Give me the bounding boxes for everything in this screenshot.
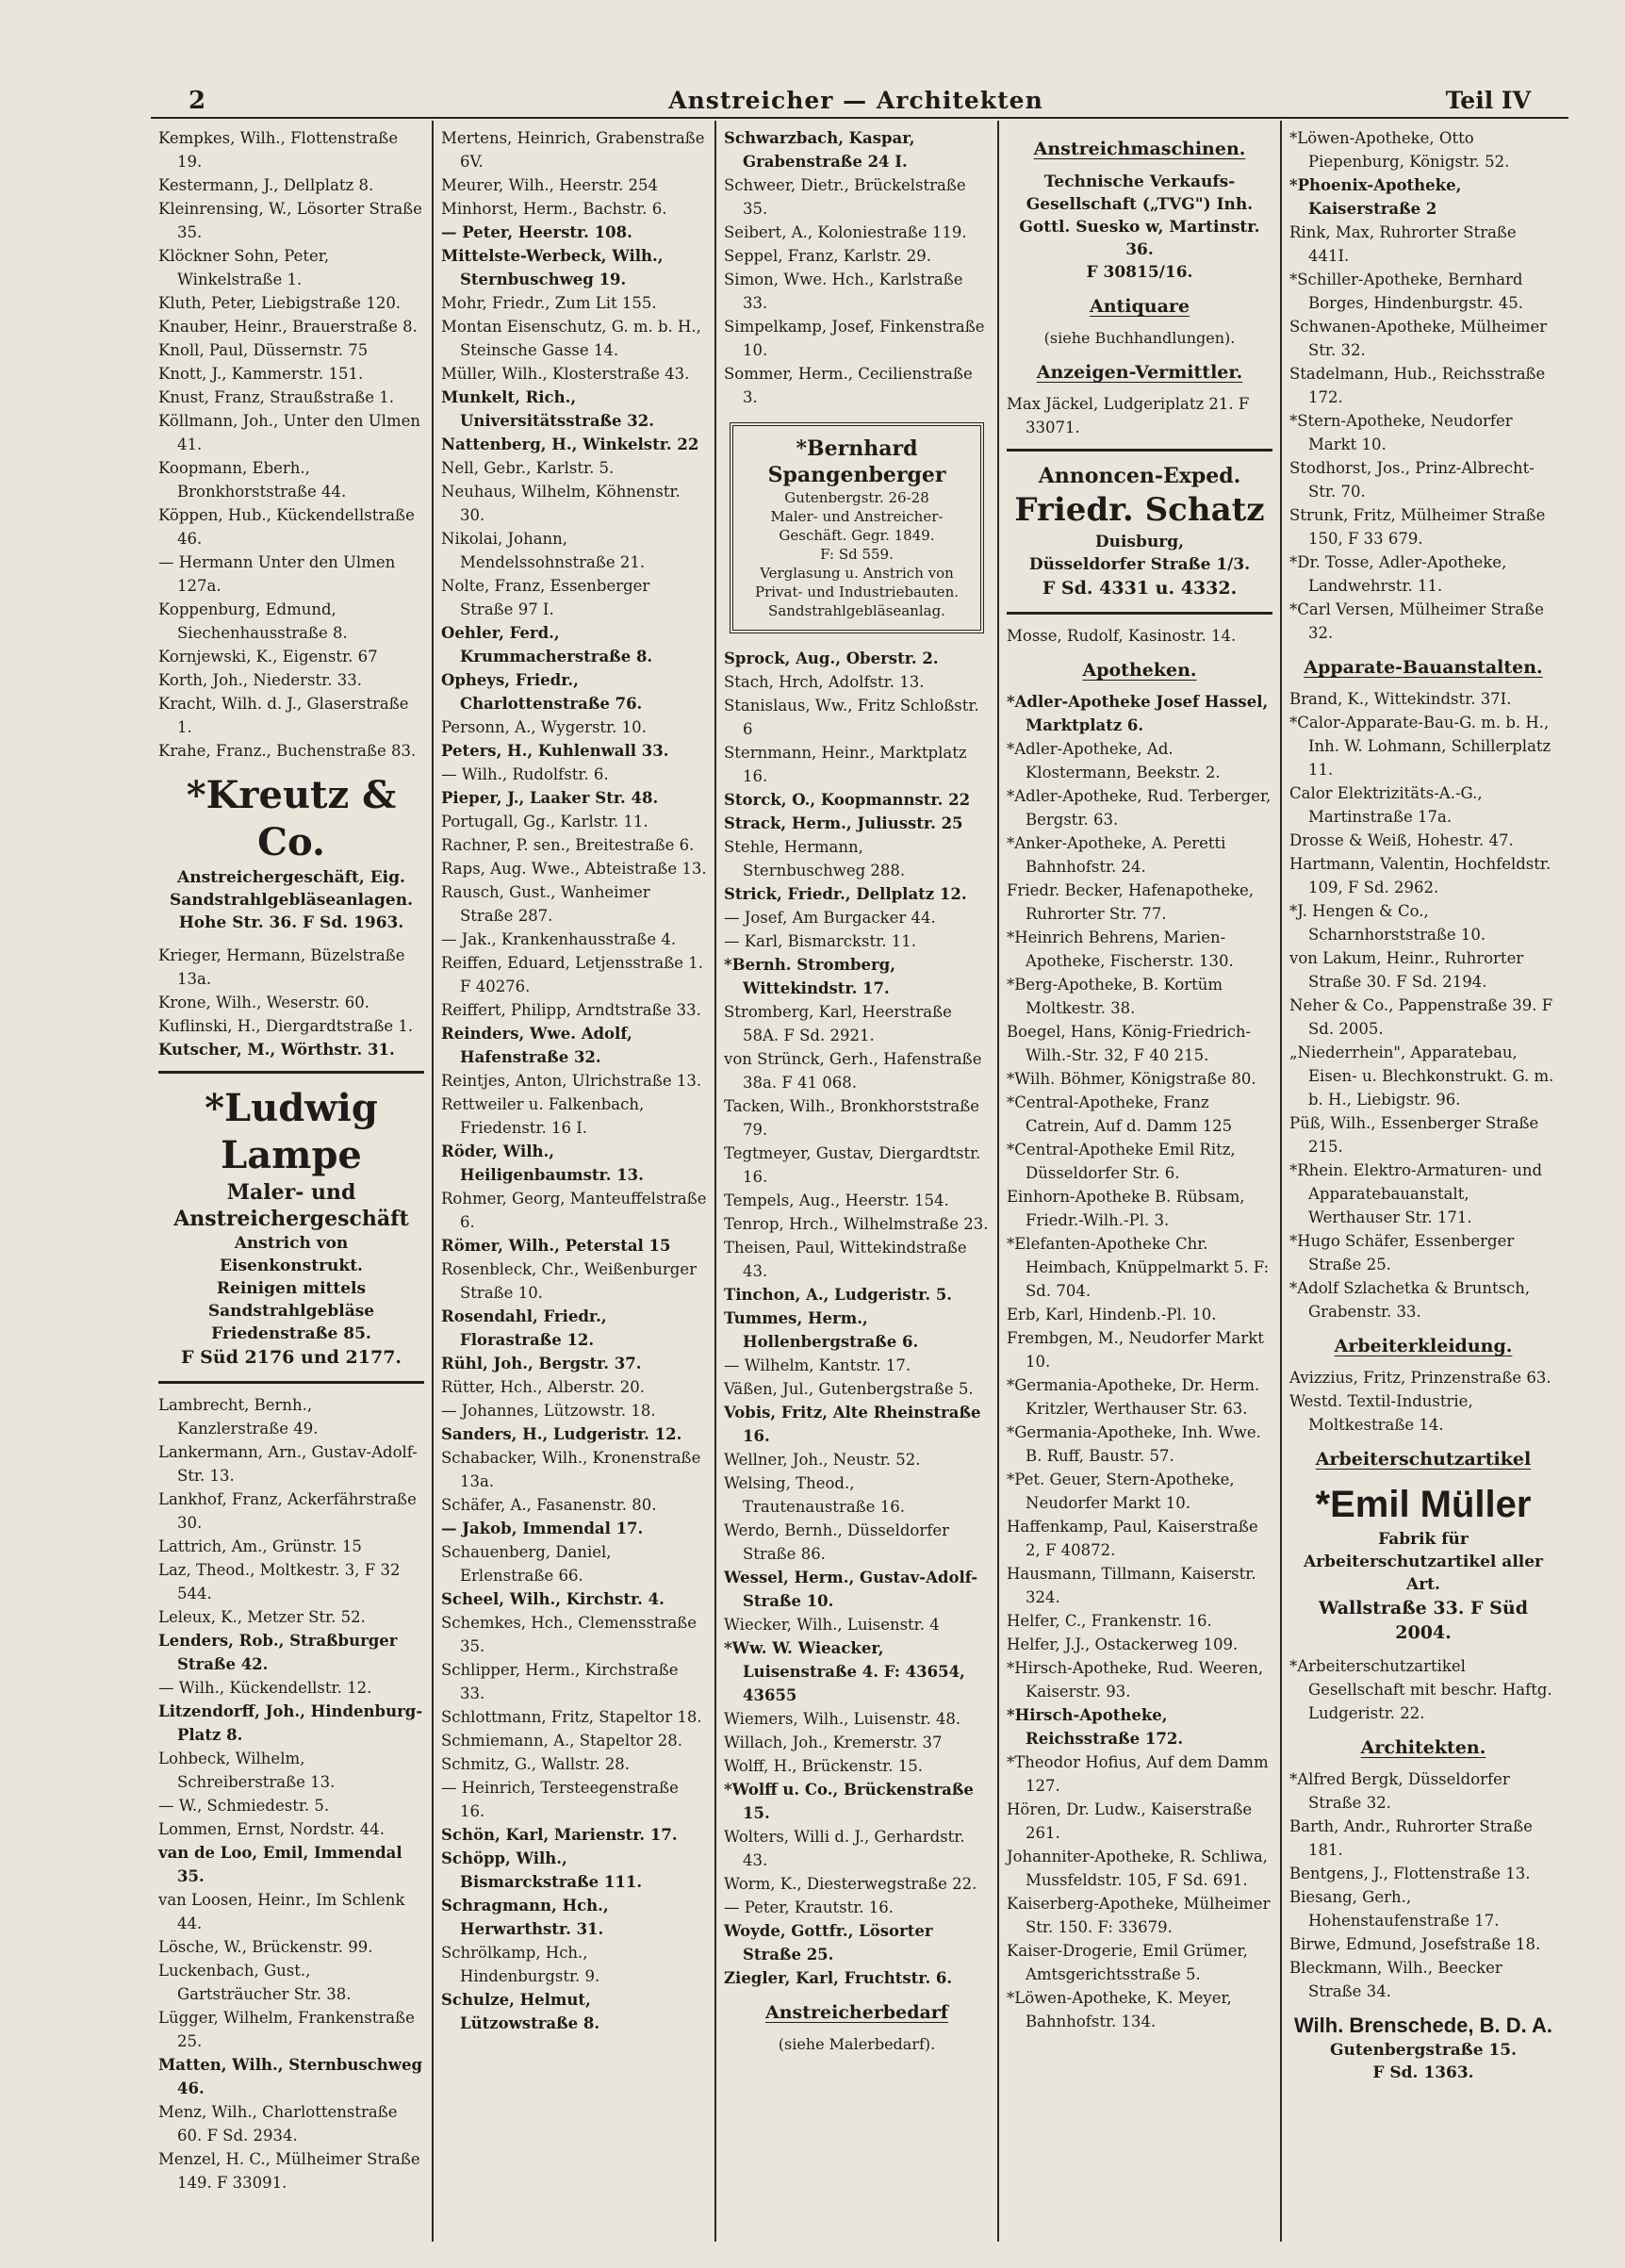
- list-item: Menzel, H. C., Mülheimer Straße 149. F 33091.: [158, 2150, 420, 2192]
- list-item: Boegel, Hans, König-Friedrich-Wilh.-Str. 32, F 40 215.: [1007, 1023, 1252, 1064]
- list-item: *Germania-Apotheke, Dr. Herm. Kritzler, Werthauser Str. 63.: [1007, 1376, 1260, 1418]
- list-item: Vobis, Fritz, Alte Rheinstraße 16.: [724, 1404, 981, 1445]
- list-item: *Carl Versen, Mülheimer Straße 32.: [1289, 600, 1544, 642]
- list-item: Stanislaus, Ww., Fritz Schloßstr. 6: [724, 697, 979, 738]
- ad-phone: F Süd 2176 und 2177.: [180, 1347, 402, 1368]
- ad-phone: Wallstraße 33. F Süd 2004.: [1319, 1598, 1528, 1643]
- ad-line: Anstreichergeschäft: [173, 1207, 409, 1231]
- list-item: — W., Schmiedestr. 5.: [158, 1797, 330, 1815]
- list-item: Sprock, Aug., Oberstr. 2.: [724, 649, 939, 667]
- ad-kreutz: [158, 772, 424, 934]
- list-item: Portugall, Gg., Karlstr. 11.: [441, 813, 648, 830]
- list-item: Kaiserberg-Apotheke, Mülheimer Str. 150. F: 33679.: [1007, 1895, 1271, 1936]
- ad-line: Gutenbergstr. 26-28: [784, 489, 929, 506]
- section-heading: Anstreichmaschinen.: [1033, 139, 1246, 159]
- list-item: — Karl, Bismarckstr. 11.: [724, 932, 916, 950]
- list-item: Tempels, Aug., Heerstr. 154.: [724, 1192, 949, 1209]
- list-item: Storck, O., Koopmannstr. 22: [724, 791, 971, 809]
- list-item: Tacken, Wilh., Bronkhorststraße 79.: [724, 1097, 979, 1139]
- list-item: Max Jäckel, Ludgeriplatz 21. F 33071.: [1007, 395, 1250, 436]
- entry-list: [1289, 126, 1557, 645]
- list-item: Lankhof, Franz, Ackerfährstraße 30.: [158, 1490, 417, 1532]
- list-item: Wiemers, Wilh., Luisenstr. 48.: [724, 1710, 961, 1728]
- ad-name: *Ludwig Lampe: [205, 1086, 378, 1177]
- list-item: Strick, Friedr., Dellplatz 12.: [724, 885, 967, 903]
- list-item: Neuhaus, Wilhelm, Köhnenstr. 30.: [441, 483, 681, 524]
- list-item: *Dr. Tosse, Adler-Apotheke, Landwehrstr. 11.: [1289, 553, 1507, 595]
- section-heading: Apotheken.: [1082, 660, 1197, 681]
- ad-line: Maler- und: [226, 1180, 356, 1205]
- list-item: Krieger, Hermann, Büzelstraße 13a.: [158, 946, 405, 988]
- list-item: Rosenbleck, Chr., Weißenburger Straße 10.: [441, 1260, 697, 1302]
- list-item: *Adler-Apotheke Josef Hassel, Marktplatz 6.: [1007, 693, 1269, 734]
- list-item: — Hermann Unter den Ulmen 127a.: [158, 553, 396, 595]
- section-heading: Arbeiterkleidung.: [1334, 1336, 1513, 1356]
- list-item: — Jak., Krankenhausstraße 4.: [441, 930, 677, 948]
- list-item: Hausmann, Tillmann, Kaiserstr. 324.: [1007, 1565, 1256, 1606]
- list-item: *Arbeiterschutzartikel Gesellschaft mit beschr. Haftg. Ludgeristr. 22.: [1289, 1657, 1552, 1722]
- entry-list: [1289, 1366, 1557, 1437]
- list-item: Willach, Joh., Kremerstr. 37: [724, 1734, 943, 1751]
- list-item: Reiffen, Eduard, Letjensstraße 1. F 40276.: [441, 954, 704, 995]
- list-item: *Alfred Bergk, Düsseldorfer Straße 32.: [1289, 1770, 1510, 1812]
- list-item: Hören, Dr. Ludw., Kaiserstraße 261.: [1007, 1800, 1253, 1842]
- list-item: Seibert, A., Koloniestraße 119.: [724, 223, 967, 241]
- list-item: *Calor-Apparate-Bau-G. m. b. H., Inh. W. Lohmann, Schillerplatz 11.: [1289, 714, 1551, 779]
- list-item: Schlottmann, Fritz, Stapeltor 18.: [441, 1708, 702, 1726]
- entry-list: [724, 647, 990, 1990]
- list-item: — Jakob, Immendal 17.: [441, 1520, 644, 1537]
- list-item: Kornjewski, K., Eigenstr. 67: [158, 648, 378, 666]
- ad-spangenberger: [730, 422, 984, 633]
- list-item: Knott, J., Kammerstr. 151.: [158, 365, 364, 383]
- list-item: Friedr. Becker, Hafenapotheke, Ruhrorter Str. 77.: [1007, 881, 1255, 923]
- list-item: Wolters, Willi d. J., Gerhardstr. 43.: [724, 1828, 965, 1869]
- section-note: (siehe Buchhandlungen).: [1043, 329, 1236, 347]
- list-item: Rachner, P. sen., Breitestraße 6.: [441, 836, 695, 854]
- ad-phone: F Sd. 4331 u. 4332.: [1042, 578, 1238, 599]
- list-item: Brand, K., Wittekindstr. 37I.: [1289, 690, 1512, 708]
- entry-list: [158, 126, 424, 763]
- list-item: — Wilh., Kückendellstr. 12.: [158, 1679, 372, 1697]
- list-item: Schulze, Helmut, Lützowstraße 8.: [441, 1991, 600, 2032]
- list-item: Minhorst, Herm., Bachstr. 6.: [441, 200, 667, 218]
- ad-line: Annoncen-Exped.: [1038, 464, 1241, 488]
- list-item: Krahe, Franz., Buchenstraße 83.: [158, 742, 417, 760]
- ad-name: *Bernhard: [796, 436, 918, 461]
- list-item: Bleckmann, Wilh., Beecker Straße 34.: [1289, 1959, 1502, 2000]
- entry-list: [158, 1393, 424, 2194]
- ad-phone: F Sd. 1363.: [1372, 2063, 1474, 2082]
- list-item: „Niederrhein", Apparatebau, Eisen- u. Blechkonstrukt. G. m. b. H., Liebigstr. 96.: [1289, 1044, 1554, 1109]
- section-heading: Architekten.: [1360, 1737, 1486, 1758]
- ad-name: Friedr. Schatz: [1014, 491, 1265, 529]
- list-item: Tegtmeyer, Gustav, Diergardtstr. 16.: [724, 1144, 981, 1186]
- list-item: Stehle, Hermann, Sternbuschweg 288.: [724, 838, 906, 879]
- entry-list: [1289, 687, 1557, 1323]
- list-item: Lenders, Rob., Straßburger Straße 42.: [158, 1632, 398, 1673]
- list-item: Nikolai, Johann, Mendelssohnstraße 21.: [441, 530, 646, 571]
- ad-line: Düsseldorfer Straße 1/3.: [1028, 555, 1251, 574]
- list-item: Knust, Franz, Straußstraße 1.: [158, 388, 395, 406]
- list-item: Munkelt, Rich., Universitätsstraße 32.: [441, 388, 654, 430]
- list-item: Westd. Textil-Industrie, Moltkestraße 14.: [1289, 1392, 1473, 1434]
- list-item: Kracht, Wilh. d. J., Glaserstraße 1.: [158, 695, 409, 736]
- list-item: *Theodor Hofius, Auf dem Damm 127.: [1007, 1753, 1269, 1795]
- list-item: Ziegler, Karl, Fruchtstr. 6.: [724, 1969, 953, 1987]
- list-item: Litzendorff, Joh., Hindenburg-Platz 8.: [158, 1702, 423, 1744]
- list-item: — Wilhelm, Kantstr. 17.: [724, 1356, 911, 1374]
- list-item: Knoll, Paul, Düssernstr. 75: [158, 341, 369, 359]
- list-item: Helfer, J.J., Ostackerweg 109.: [1007, 1635, 1239, 1653]
- list-item: Schweer, Dietr., Brückelstraße 35.: [724, 176, 966, 218]
- section-heading: Anzeigen-Vermittler.: [1036, 362, 1243, 383]
- list-item: Tenrop, Hrch., Wilhelmstraße 23.: [724, 1215, 989, 1233]
- ad-line: Duisburg,: [1094, 533, 1185, 551]
- list-item: *Wilh. Böhmer, Königstraße 80.: [1007, 1070, 1256, 1088]
- list-item: Schwanen-Apotheke, Mülheimer Str. 32.: [1289, 318, 1548, 359]
- list-item: Köppen, Hub., Kückendellstraße 46.: [158, 506, 415, 548]
- list-item: Hartmann, Valentin, Hochfeldstr. 109, F Sd. 2962.: [1289, 855, 1551, 896]
- list-item: *Löwen-Apotheke, K. Meyer, Bahnhofstr. 134.: [1007, 1989, 1232, 2030]
- list-item: Schauenberg, Daniel, Erlenstraße 66.: [441, 1543, 612, 1585]
- list-item: Rosendahl, Friedr., Florastraße 12.: [441, 1307, 607, 1349]
- list-item: *Stern-Apotheke, Neudorfer Markt 10.: [1289, 412, 1513, 453]
- list-item: *Adler-Apotheke, Ad. Klostermann, Beekstr. 2.: [1007, 740, 1221, 781]
- list-item: Reinders, Wwe. Adolf, Hafenstraße 32.: [441, 1025, 632, 1066]
- list-item: *Adolf Szlachetka & Bruntsch, Grabenstr. 33.: [1289, 1279, 1531, 1321]
- list-item: Wiecker, Wilh., Luisenstr. 4: [724, 1616, 940, 1634]
- list-item: *Ww. W. Wieacker, Luisenstraße 4. F: 43654, 43655: [724, 1639, 965, 1704]
- ad-name: *Kreutz & Co.: [186, 773, 397, 864]
- ad-line: Gutenbergstraße 15.: [1329, 2041, 1518, 2060]
- list-item: Lattrich, Am., Grünstr. 15: [158, 1537, 362, 1555]
- page-number: 2: [189, 87, 206, 115]
- list-item: Birwe, Edmund, Josefstraße 18.: [1289, 1935, 1541, 1953]
- list-item: *Elefanten-Apotheke Chr. Heimbach, Knüppelmarkt 5. F: Sd. 704.: [1007, 1235, 1270, 1300]
- entry-list: [158, 944, 424, 1061]
- list-item: *Pet. Geuer, Stern-Apotheke, Neudorfer Markt 10.: [1007, 1471, 1235, 1512]
- list-item: *Hirsch-Apotheke, Reichsstraße 172.: [1007, 1706, 1184, 1748]
- list-item: Rühl, Joh., Bergstr. 37.: [441, 1355, 642, 1372]
- list-item: Lommen, Ernst, Nordstr. 44.: [158, 1820, 385, 1838]
- list-item: Meurer, Wilh., Heerstr. 254: [441, 176, 659, 194]
- list-item: Wolff, H., Brückenstr. 15.: [724, 1757, 923, 1775]
- list-item: Avizzius, Fritz, Prinzenstraße 63.: [1289, 1369, 1551, 1387]
- list-item: Pieper, J., Laaker Str. 48.: [441, 789, 659, 807]
- list-item: Korth, Joh., Niederstr. 33.: [158, 671, 362, 689]
- list-item: Luckenbach, Gust., Gartsträucher Str. 38.: [158, 1962, 352, 2003]
- list-item: Müller, Wilh., Klosterstraße 43.: [441, 365, 690, 383]
- section-label: Teil IV: [1445, 87, 1531, 114]
- list-item: *Heinrich Behrens, Marien-Apotheke, Fischerstr. 130.: [1007, 929, 1234, 970]
- list-item: *Löwen-Apotheke, Otto Piepenburg, Königstr. 52.: [1289, 129, 1510, 171]
- list-item: *Schiller-Apotheke, Bernhard Borges, Hindenburgstr. 45.: [1289, 271, 1524, 312]
- list-item: *Central-Apotheke Emil Ritz, Düsseldorfer Str. 6.: [1007, 1141, 1236, 1182]
- section-heading: Antiquare: [1089, 296, 1190, 317]
- list-item: von Strünck, Gerh., Hafenstraße 38a. F 41 068.: [724, 1050, 982, 1092]
- section-heading: Apparate-Bauanstalten.: [1304, 657, 1543, 678]
- list-item: Neher & Co., Pappenstraße 39. F Sd. 2005.: [1289, 996, 1553, 1038]
- list-item: Schöpp, Wilh., Bismarckstraße 111.: [441, 1849, 643, 1891]
- ad-name: *Emil Müller: [1315, 1484, 1532, 1525]
- list-item: Wessel, Herm., Gustav-Adolf-Straße 10.: [724, 1569, 978, 1610]
- list-item: Koopmann, Eberh., Bronkhorststraße 44.: [158, 459, 347, 501]
- section-heading: Anstreicherbedarf: [765, 2002, 948, 2023]
- section-note: (siehe Malerbedarf).: [778, 2035, 936, 2053]
- list-item: Mittelste-Werbeck, Wilh., Sternbuschweg 19.: [441, 247, 664, 288]
- ad-line: Fabrik für Arbeiterschutzartikel aller Art.: [1303, 1530, 1544, 1594]
- list-item: Personn, A., Wygerstr. 10.: [441, 718, 647, 736]
- list-item: Calor Elektrizitäts-A.-G., Martinstraße 17a.: [1289, 784, 1483, 826]
- list-item: Stodhorst, Jos., Prinz-Albrecht-Str. 70.: [1289, 459, 1535, 501]
- list-item: Strack, Herm., Juliusstr. 25: [724, 814, 963, 832]
- list-item: — Johannes, Lützowstr. 18.: [441, 1402, 656, 1420]
- entry-list: [1289, 1767, 1557, 2003]
- ad-tvg: [1007, 171, 1272, 284]
- list-item: Lohbeck, Wilhelm, Schreiberstraße 13.: [158, 1750, 336, 1791]
- list-item: *Rhein. Elektro-Armaturen- und Apparatebauanstalt, Werthauser Str. 171.: [1289, 1161, 1543, 1226]
- page-header: [162, 87, 1550, 124]
- list-item: Klöckner Sohn, Peter, Winkelstraße 1.: [158, 247, 330, 288]
- list-item: Schön, Karl, Marienstr. 17.: [441, 1826, 678, 1844]
- list-item: van de Loo, Emil, Immendal 35.: [158, 1844, 402, 1885]
- list-item: Stach, Hrch, Adolfstr. 13.: [724, 673, 925, 691]
- list-item: Reiffert, Philipp, Arndtstraße 33.: [441, 1001, 701, 1019]
- list-item: Laz, Theod., Moltkestr. 3, F 32 544.: [158, 1561, 401, 1602]
- list-item: Einhorn-Apotheke B. Rübsam, Friedr.-Wilh.-Pl. 3.: [1007, 1188, 1245, 1229]
- list-item: Sommer, Herm., Cecilienstraße 3.: [724, 365, 973, 406]
- list-item: Kempkes, Wilh., Flottenstraße 19.: [158, 129, 399, 171]
- entry-list: [724, 126, 990, 409]
- list-item: Scheel, Wilh., Kirchstr. 4.: [441, 1590, 665, 1608]
- ad-line: Technische Verkaufs-Gesellschaft („TVG") Inh. Gottl. Suesko w, Martinstr. 36.: [1019, 173, 1260, 259]
- list-item: Seppel, Franz, Karlstr. 29.: [724, 247, 931, 265]
- list-item: Woyde, Gottfr., Lösorter Straße 25.: [724, 1922, 933, 1964]
- columns: [151, 121, 1565, 2242]
- list-item: Mohr, Friedr., Zum Lit 155.: [441, 294, 657, 312]
- list-item: Raps, Aug. Wwe., Abteistraße 13.: [441, 860, 707, 878]
- list-item: Worm, K., Diesterwegstraße 22.: [724, 1875, 977, 1893]
- list-item: Sanders, H., Ludgeristr. 12.: [441, 1425, 682, 1443]
- list-item: Rohmer, Georg, Manteuffelstraße 6.: [441, 1190, 707, 1231]
- list-item: Simpelkamp, Josef, Finkenstraße 10.: [724, 318, 985, 359]
- list-item: Kaiser-Drogerie, Emil Grümer, Amtsgerichtsstraße 5.: [1007, 1942, 1248, 1983]
- ad-phone: F 30815/16.: [1086, 263, 1193, 282]
- ad-line: Anstreichergeschäft, Eig.: [177, 868, 405, 887]
- list-item: Helfer, C., Frankenstr. 16.: [1007, 1612, 1212, 1630]
- list-item: Johanniter-Apotheke, R. Schliwa, Mussfeldstr. 105, F Sd. 691.: [1007, 1848, 1268, 1889]
- list-item: Schabacker, Wilh., Kronenstraße 13a.: [441, 1449, 701, 1490]
- ad-line: Sandstrahlgebläseanlagen.: [169, 891, 414, 910]
- ad-mueller: [1289, 1481, 1557, 1645]
- list-item: *Anker-Apotheke, A. Peretti Bahnhofstr. 24.: [1007, 834, 1226, 876]
- ad-line: Anstrich von Eisenkonstrukt.: [220, 1234, 363, 1275]
- list-item: Rink, Max, Ruhrorter Straße 441I.: [1289, 223, 1517, 265]
- list-item: *J. Hengen & Co., Scharnhorststraße 10.: [1289, 902, 1486, 944]
- ad-brenschede: [1289, 2013, 1557, 2084]
- list-item: Wellner, Joh., Neustr. 52.: [724, 1451, 921, 1469]
- list-item: Bentgens, J., Flottenstraße 13.: [1289, 1865, 1531, 1882]
- list-item: Schragmann, Hch., Herwarthstr. 31.: [441, 1897, 609, 1938]
- list-item: Montan Eisenschutz, G. m. b. H., Steinsche Gasse 14.: [441, 318, 701, 359]
- list-item: Nolte, Franz, Essenberger Straße 97 I.: [441, 577, 650, 618]
- list-item: Reintjes, Anton, Ulrichstraße 13.: [441, 1072, 702, 1090]
- list-item: — Wilh., Rudolfstr. 6.: [441, 765, 609, 783]
- list-item: Rütter, Hch., Alberstr. 20.: [441, 1378, 645, 1396]
- ad-lampe: [158, 1071, 424, 1384]
- list-item: Lügger, Wilhelm, Frankenstraße 25.: [158, 2009, 415, 2050]
- list-item: *Central-Apotheke, Franz Catrein, Auf d. Damm 125: [1007, 1093, 1233, 1135]
- list-item: Schäfer, A., Fasanenstr. 80.: [441, 1496, 657, 1514]
- list-item: Rettweiler u. Falkenbach, Friedenstr. 16 I.: [441, 1095, 645, 1137]
- list-item: Kutscher, M., Wörthstr. 31.: [158, 1041, 395, 1059]
- ad-line: F: Sd 559.: [820, 546, 894, 563]
- list-item: Simon, Wwe. Hch., Karlstraße 33.: [724, 271, 963, 312]
- list-item: Opheys, Friedr., Charlottenstraße 76.: [441, 671, 643, 713]
- list-item: Lösche, W., Brückenstr. 99.: [158, 1938, 373, 1956]
- list-item: Kluth, Peter, Liebigstraße 120.: [158, 294, 402, 312]
- header-rule: [151, 117, 1568, 119]
- list-item: Krone, Wilh., Weserstr. 60.: [158, 994, 370, 1011]
- list-item: Peters, H., Kuhlenwall 33.: [441, 742, 669, 760]
- ad-name: Wilh. Brenschede, B. D. A.: [1293, 2013, 1553, 2037]
- list-item: Koppenburg, Edmund, Siechenhausstraße 8.: [158, 600, 348, 642]
- list-item: *Bernh. Stromberg, Wittekindstr. 17.: [724, 956, 895, 997]
- entry-list: [441, 126, 707, 2035]
- list-item: Lambrecht, Bernh., Kanzlerstraße 49.: [158, 1396, 319, 1438]
- list-item: Römer, Wilh., Peterstal 15: [441, 1237, 671, 1255]
- list-item: Menz, Wilh., Charlottenstraße 60. F Sd. 2934.: [158, 2103, 398, 2145]
- section-heading: Arbeiterschutzartikel: [1315, 1449, 1532, 1470]
- list-item: Haffenkamp, Paul, Kaiserstraße 2, F 40872.: [1007, 1518, 1258, 1559]
- list-item: Theisen, Paul, Wittekindstraße 43.: [724, 1239, 967, 1280]
- list-item: Rausch, Gust., Wanheimer Straße 287.: [441, 883, 650, 925]
- entry-list: [1007, 690, 1272, 2033]
- list-item: Schlipper, Herm., Kirchstraße 33.: [441, 1661, 679, 1702]
- column-5: [1282, 121, 1565, 2242]
- list-item: Schwarzbach, Kaspar, Grabenstraße 24 I.: [724, 129, 915, 171]
- list-item: — Peter, Krautstr. 16.: [724, 1898, 895, 1916]
- column-4: [999, 121, 1282, 2242]
- list-item: van Loosen, Heinr., Im Schlenk 44.: [158, 1891, 405, 1932]
- list-item: Frembgen, M., Neudorfer Markt 10.: [1007, 1329, 1264, 1371]
- list-item: Kuflinski, H., Diergardtstraße 1.: [158, 1017, 414, 1035]
- list-item: Leleux, K., Metzer Str. 52.: [158, 1608, 366, 1626]
- list-item: Püß, Wilh., Essenberger Straße 215.: [1289, 1114, 1539, 1156]
- list-item: Erb, Karl, Hindenb.-Pl. 10.: [1007, 1306, 1217, 1323]
- ad-name: Spangenberger: [767, 463, 946, 487]
- column-1: [151, 121, 434, 2242]
- ad-line: Hohe Str. 36. F Sd. 1963.: [178, 913, 404, 932]
- list-item: *Berg-Apotheke, B. Kortüm Moltkestr. 38.: [1007, 976, 1223, 1017]
- list-item: — Heinrich, Tersteegenstraße 16.: [441, 1779, 679, 1820]
- column-2: [434, 121, 716, 2242]
- list-item: Lankermann, Arn., Gustav-Adolf-Str. 13.: [158, 1443, 418, 1485]
- list-item: — Peter, Heerstr. 108.: [441, 223, 632, 241]
- list-item: Mertens, Heinrich, Grabenstraße 6V.: [441, 129, 705, 171]
- column-3: [716, 121, 999, 2242]
- list-item: Knauber, Heinr., Brauerstraße 8.: [158, 318, 418, 336]
- ad-line: Friedenstraße 85.: [211, 1324, 371, 1343]
- list-item: Werdo, Bernh., Düsseldorfer Straße 86.: [724, 1521, 949, 1563]
- list-item: Mosse, Rudolf, Kasinostr. 14.: [1007, 627, 1237, 645]
- list-item: Kestermann, J., Dellplatz 8.: [158, 176, 374, 194]
- list-item: Schmitz, G., Wallstr. 28.: [441, 1755, 631, 1773]
- list-item: Sternmann, Heinr., Marktplatz 16.: [724, 744, 967, 785]
- list-item: *Hirsch-Apotheke, Rud. Weeren, Kaiserstr. 93.: [1007, 1659, 1264, 1701]
- list-item: Drosse & Weiß, Hohestr. 47.: [1289, 831, 1514, 849]
- list-item: Matten, Wilh., Sternbuschweg 46.: [158, 2056, 423, 2097]
- page-title: Anstreicher — Architekten: [668, 87, 1043, 114]
- list-item: Köllmann, Joh., Unter den Ulmen 41.: [158, 412, 420, 453]
- list-item: von Lakum, Heinr., Ruhrorter Straße 30. F Sd. 2194.: [1289, 949, 1524, 991]
- list-item: Röder, Wilh., Heiligenbaumstr. 13.: [441, 1142, 644, 1184]
- ad-line: Maler- und Anstreicher-Geschäft. Gegr. 1849.: [770, 508, 944, 544]
- list-item: Stadelmann, Hub., Reichsstraße 172.: [1289, 365, 1546, 406]
- ad-line: Verglasung u. Anstrich von Privat- und Industriebauten. Sandstrahlgebläseanlag.: [755, 565, 959, 619]
- list-item: Tinchon, A., Ludgeristr. 5.: [724, 1286, 953, 1304]
- list-item: Strunk, Fritz, Mülheimer Straße 150, F 33 679.: [1289, 506, 1546, 548]
- list-item: Biesang, Gerh., Hohenstaufenstraße 17.: [1289, 1888, 1500, 1930]
- list-item: Schmiemann, A., Stapeltor 28.: [441, 1732, 683, 1750]
- ad-schatz: [1007, 449, 1272, 615]
- list-item: Väßen, Jul., Gutenbergstraße 5.: [724, 1380, 974, 1398]
- list-item: Welsing, Theod., Trautenaustraße 16.: [724, 1474, 905, 1516]
- list-item: Nell, Gebr., Karlstr. 5.: [441, 459, 615, 477]
- list-item: Oehler, Ferd., Krummacherstraße 8.: [441, 624, 653, 666]
- list-item: Tummes, Herm., Hollenbergstraße 6.: [724, 1309, 919, 1351]
- list-item: Schrölkamp, Hch., Hindenburgstr. 9.: [441, 1944, 600, 1985]
- list-item: Kleinrensing, W., Lösorter Straße 35.: [158, 200, 422, 241]
- list-item: *Germania-Apotheke, Inh. Wwe. B. Ruff, Baustr. 57.: [1007, 1423, 1261, 1465]
- list-item: Schemkes, Hch., Clemensstraße 35.: [441, 1614, 698, 1655]
- list-item: Barth, Andr., Ruhrorter Straße 181.: [1289, 1817, 1533, 1859]
- list-item: Nattenberg, H., Winkelstr. 22: [441, 436, 699, 453]
- list-item: *Phoenix-Apotheke, Kaiserstraße 2: [1289, 176, 1462, 218]
- list-item: Stromberg, Karl, Heerstraße 58A. F Sd. 2921.: [724, 1003, 952, 1044]
- list-item: — Josef, Am Burgacker 44.: [724, 909, 936, 927]
- ad-line: Reinigen mittels Sandstrahlgebläse: [207, 1279, 375, 1321]
- list-item: *Adler-Apotheke, Rud. Terberger, Bergstr. 63.: [1007, 787, 1272, 829]
- list-item: *Hugo Schäfer, Essenberger Straße 25.: [1289, 1232, 1515, 1274]
- list-item: *Wolff u. Co., Brückenstraße 15.: [724, 1781, 974, 1822]
